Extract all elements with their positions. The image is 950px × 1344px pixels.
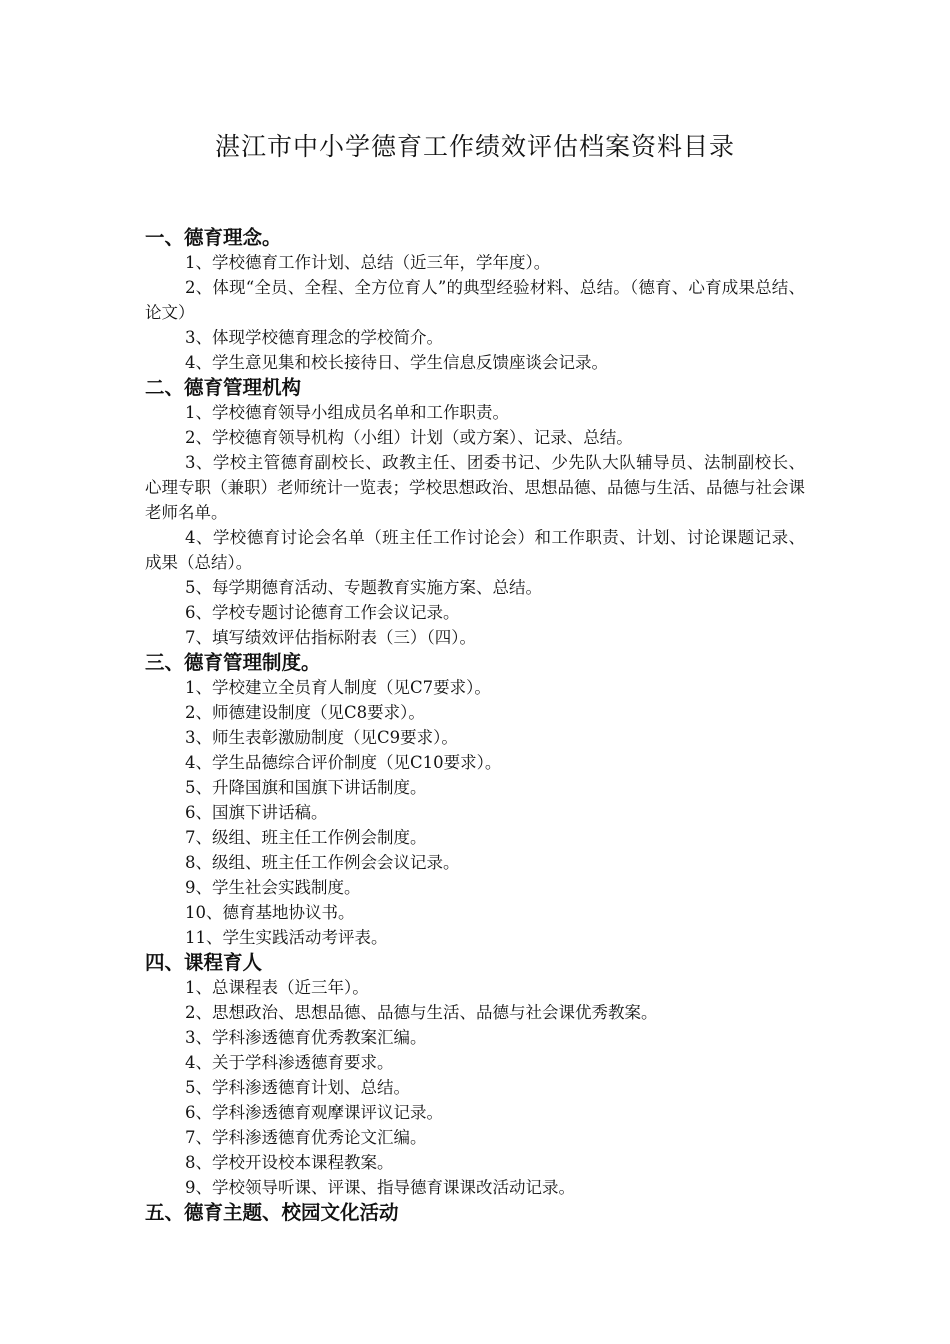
list-item: 6、国旗下讲话稿。 [185,803,328,822]
list-item: 7、学科渗透德育优秀论文汇编。 [185,1128,427,1147]
list-item: 3、师生表彰激励制度（见C9要求）。 [185,728,458,747]
list-item: 8、学校开设校本课程教案。 [185,1153,394,1172]
list-item: 5、每学期德育活动、专题教育实施方案、总结。 [185,578,542,597]
section-heading: 三、德育管理制度。 [145,651,321,674]
section-heading: 五、德育主题、校园文化活动 [145,1201,399,1224]
list-item: 4、学生意见集和校长接待日、学生信息反馈座谈会记录。 [185,353,608,372]
list-item: 10、德育基地协议书。 [185,903,355,922]
document-body [145,225,805,1225]
document-title: 湛江市中小学德育工作绩效评估档案资料目录 [214,132,735,161]
section-heading: 一、德育理念。 [145,226,282,249]
list-item: 11、学生实践活动考评表。 [185,928,388,947]
list-item: 6、学校专题讨论德育工作会议记录。 [185,603,460,622]
section-heading: 二、德育管理机构 [145,376,302,399]
list-item: 7、填写绩效评估指标附表（三）（四）。 [185,628,476,647]
list-item: 3、学校主管德育副校长、政教主任、团委书记、少先队大队辅导员、法制副校长、心理专职（兼职）老师统计一览表；学校思想政治、思想品德、品德与生活、品德与社会课老师名单。 [145,453,805,522]
list-item: 5、升降国旗和国旗下讲话制度。 [185,778,427,797]
list-item: 9、学校领导听课、评课、指导德育课课改活动记录。 [185,1178,575,1197]
list-item: 7、级组、班主任工作例会制度。 [185,828,427,847]
list-item: 3、体现学校德育理念的学校简介。 [185,328,443,347]
list-item: 2、体现“全员、全程、全方位育人”的典型经验材料、总结。（德育、心育成果总结、论文） [145,278,805,322]
list-item: 8、级组、班主任工作例会会议记录。 [185,853,460,872]
section-heading: 四、课程育人 [145,951,263,974]
list-item: 3、学科渗透德育优秀教案汇编。 [185,1028,427,1047]
list-item: 4、关于学科渗透德育要求。 [185,1053,394,1072]
list-item: 4、学生品德综合评价制度（见C10要求）。 [185,753,502,772]
list-item: 6、学科渗透德育观摩课评议记录。 [185,1103,443,1122]
list-item: 5、学科渗透德育计划、总结。 [185,1078,410,1097]
list-item: 1、学校德育工作计划、总结（近三年，学年度）。 [185,253,551,272]
list-item: 1、总课程表（近三年）。 [185,978,369,997]
list-item: 1、学校建立全员育人制度（见C7要求）。 [185,678,491,697]
list-item: 2、思想政治、思想品德、品德与生活、品德与社会课优秀教案。 [185,1003,658,1022]
list-item: 1、学校德育领导小组成员名单和工作职责。 [185,403,509,422]
list-item: 2、学校德育领导机构（小组）计划（或方案）、记录、总结。 [185,428,633,447]
list-item: 9、学生社会实践制度。 [185,878,361,897]
list-item: 4、学校德育讨论会名单（班主任工作讨论会）和工作职责、计划、讨论课题记录、成果（总结）。 [145,528,805,572]
list-item: 2、师德建设制度（见C8要求）。 [185,703,425,722]
